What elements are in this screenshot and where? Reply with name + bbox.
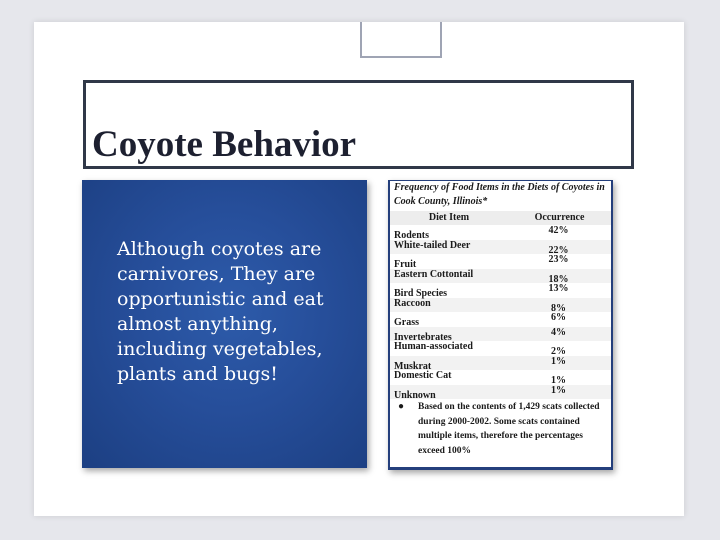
slide-title: Coyote Behavior (92, 124, 357, 165)
body-text-panel (82, 180, 367, 468)
diet-item-cell: Domestic Cat (394, 370, 452, 381)
table-row (390, 240, 611, 255)
diet-item-cell: Human-associated (394, 341, 473, 352)
table-footnote (390, 400, 611, 458)
diet-item-cell: Bird Species (394, 288, 448, 299)
occurrence-cell: 23% (548, 254, 569, 265)
diet-item-cell: Invertebrates (394, 331, 452, 343)
occurrence-cell: 8% (551, 302, 566, 314)
table-body (390, 225, 611, 399)
occurrence-cell: 6% (551, 312, 566, 323)
table-title: Frequency of Food Items in the Diets of Coyotes in Cook County, Illinois* (394, 182, 605, 208)
table-row (390, 298, 611, 313)
table-row (390, 356, 611, 371)
table-row (390, 312, 611, 327)
diet-item-cell: Unknown (394, 389, 436, 401)
diet-item-cell: Eastern Cottontail (394, 268, 474, 280)
diet-item-cell: Raccoon (394, 297, 431, 309)
diet-item-cell: White-tailed Deer (394, 239, 471, 251)
table-row (390, 370, 611, 385)
header-occurrence: Occurrence (534, 212, 585, 223)
body-text: Although coyotes are carnivores, They are opportunistic and eat almost anything, including vegetables, plants and bugs! (117, 238, 324, 385)
table-header-row (390, 211, 611, 225)
table-row (390, 283, 611, 298)
occurrence-cell: 22% (548, 244, 569, 256)
table-row (390, 385, 611, 400)
bullet-icon: ● (398, 401, 405, 412)
occurrence-cell: 18% (548, 273, 569, 285)
decorative-tab (360, 22, 442, 58)
occurrence-cell: 2% (551, 346, 566, 357)
occurrence-cell: 1% (551, 375, 566, 386)
occurrence-cell: 1% (551, 355, 566, 367)
occurrence-cell: 13% (548, 283, 569, 294)
table-row (390, 225, 611, 240)
occurrence-cell: 4% (551, 326, 566, 338)
table-row (390, 254, 611, 269)
occurrence-cell: 42% (548, 225, 569, 236)
header-diet-item: Diet Item (428, 212, 470, 223)
table-row (390, 341, 611, 356)
diet-item-cell: Fruit (394, 259, 417, 270)
diet-item-cell: Grass (394, 317, 419, 328)
diet-item-cell: Muskrat (394, 360, 432, 372)
footnote-text: Based on the contents of 1,429 scats collected during 2000-2002. Some scats contained multiple items, therefore the percentages exceed 100% (418, 402, 600, 456)
title-box (83, 80, 634, 169)
diet-table (390, 181, 611, 467)
table-row (390, 269, 611, 284)
occurrence-cell: 1% (551, 384, 566, 396)
diet-item-cell: Rodents (394, 230, 430, 241)
